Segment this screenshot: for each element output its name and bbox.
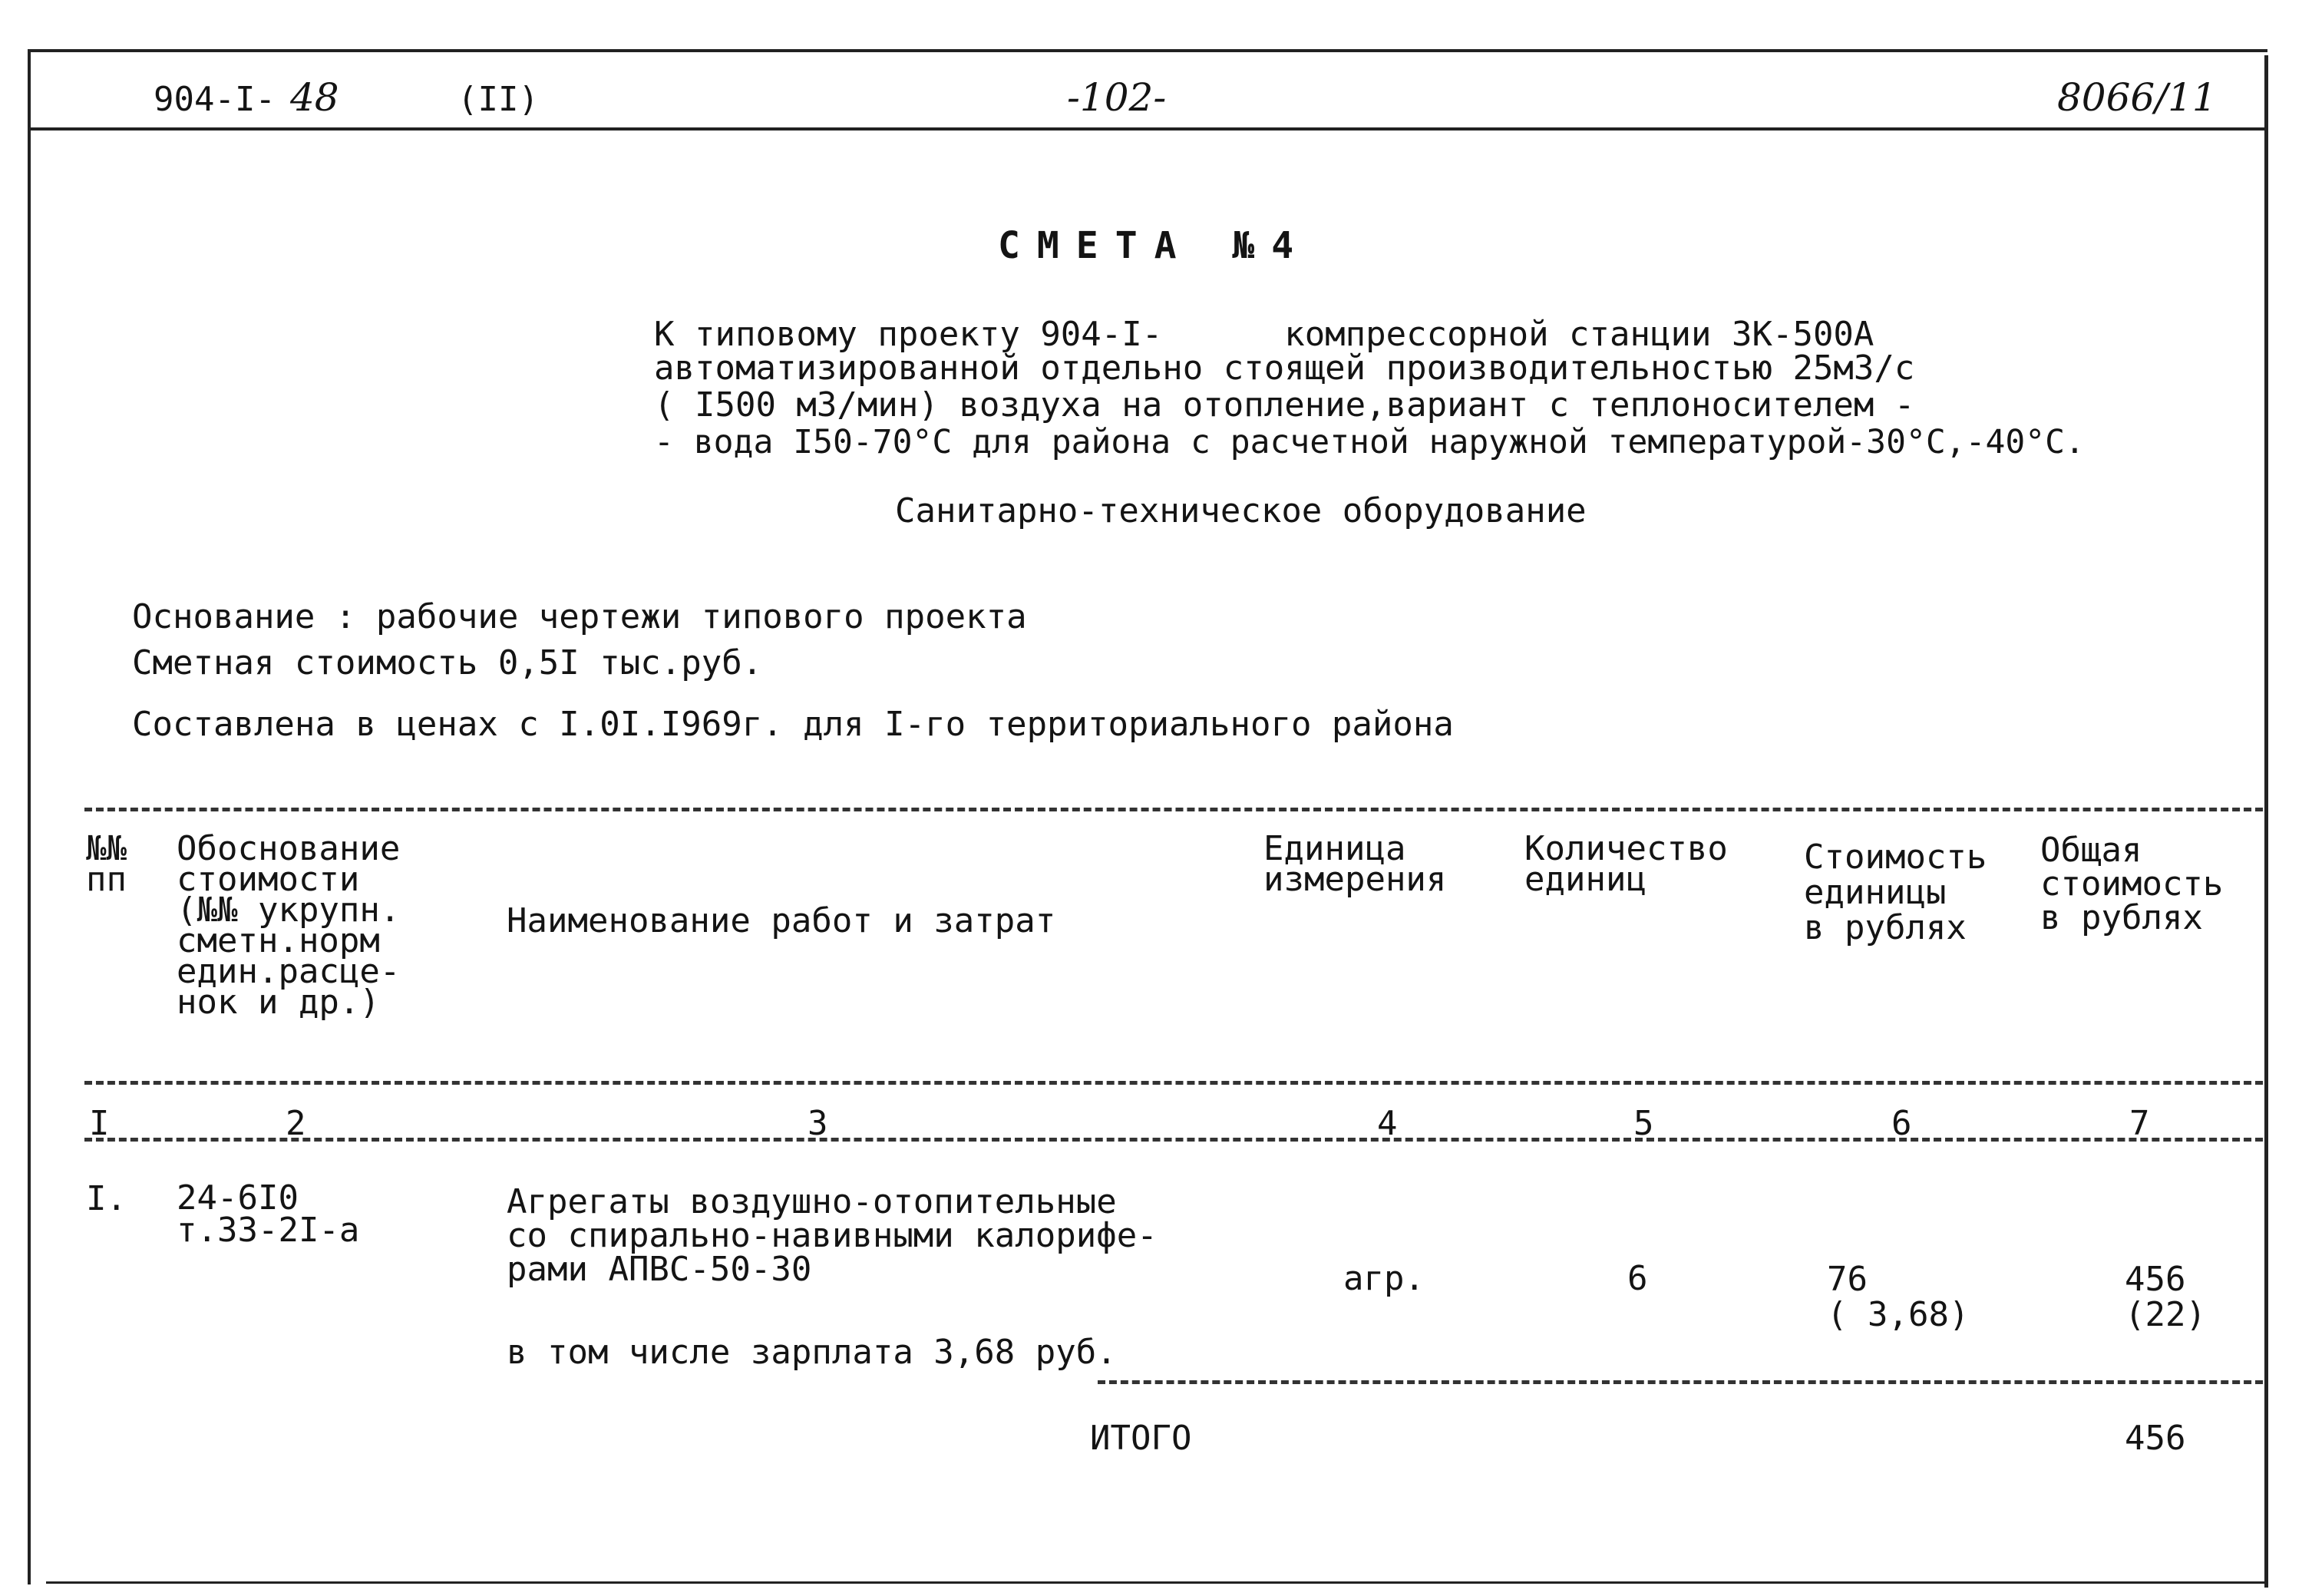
col-header-name: Наименование работ и затрат bbox=[507, 901, 1056, 940]
basis-line: Основание : рабочие чертежи типового проекта bbox=[132, 597, 1027, 636]
header-divider-line bbox=[28, 127, 2267, 131]
series-code-handwritten: 48 bbox=[290, 75, 339, 120]
column-number: 4 bbox=[1377, 1104, 1398, 1143]
row-unit-cost: 76 ( 3,68) bbox=[1827, 1260, 1970, 1334]
table-top-rule bbox=[84, 808, 2263, 811]
col-header-unit-cost: Стоимость единицы в рублях bbox=[1804, 838, 1987, 947]
col-header-quantity: Количество единиц bbox=[1524, 829, 1728, 899]
row-total-cost: 456 (22) bbox=[2125, 1260, 2206, 1334]
row-basis: 24-6I0 т.33-2I-а bbox=[177, 1178, 360, 1250]
prices-note-line: Составлена в ценах с I.0I.I969г. для I-го территориального района bbox=[132, 705, 1454, 744]
col-header-basis: Обоснование стоимости (№№ укрупн. сметн.норм един.расце- нок и др.) bbox=[177, 829, 401, 1022]
column-number: 3 bbox=[808, 1104, 828, 1143]
page-number: -102- bbox=[1067, 75, 1167, 120]
col-header-total-cost: Общая стоимость в рублях bbox=[2040, 831, 2224, 937]
col-header-no: №№ пп bbox=[86, 829, 127, 899]
frame-right-line bbox=[2264, 55, 2268, 1588]
inventory-number: 8066/11 bbox=[2057, 75, 2217, 120]
frame-bottom-line bbox=[46, 1581, 2267, 1584]
row-number: I. bbox=[86, 1179, 127, 1218]
section-title: Санитарно-техническое оборудование bbox=[895, 491, 1587, 530]
column-number: 6 bbox=[1891, 1104, 1912, 1143]
total-value: 456 bbox=[2125, 1419, 2186, 1458]
header-bottom-rule bbox=[84, 1081, 2263, 1085]
row-unit: агр. bbox=[1343, 1259, 1425, 1298]
column-number: 5 bbox=[1633, 1104, 1654, 1143]
estimated-cost-line: Сметная стоимость 0,5I тыс.руб. bbox=[132, 643, 763, 682]
col-header-unit: Единица измерения bbox=[1263, 829, 1447, 899]
frame-left-line bbox=[28, 52, 31, 1584]
column-number: 7 bbox=[2129, 1104, 2150, 1143]
subject-line-2: автоматизированной отдельно стоящей производительностью 25м3/с bbox=[654, 349, 1915, 388]
row-salary-note: в том числе зарплата 3,68 руб. bbox=[507, 1333, 1117, 1372]
subject-line-1: К типовому проекту 904-I- компрессорной станции 3К-500А bbox=[654, 315, 1874, 354]
total-rule bbox=[1098, 1380, 2263, 1384]
column-number-rule bbox=[84, 1138, 2263, 1142]
document-title: СМЕТА №4 bbox=[998, 224, 1311, 267]
sheet-part: (II) bbox=[457, 80, 539, 119]
row-quantity: 6 bbox=[1627, 1259, 1648, 1298]
series-code: 904-I- bbox=[154, 80, 276, 119]
subject-line-4: - вода I50-70°С для района с расчетной наружной температурой-30°С,-40°С. bbox=[654, 423, 2085, 461]
subject-line-3: ( I500 м3/мин) воздуха на отопление,вариант с теплоносителем - bbox=[654, 385, 1915, 425]
frame-top-line bbox=[28, 49, 2267, 52]
total-label: ИТОГО bbox=[1090, 1419, 1192, 1458]
row-name: Агрегаты воздушно-отопительные со спирально-навивными калорифе- рами АПВС-50-30 bbox=[507, 1182, 1158, 1289]
column-number: I bbox=[89, 1104, 110, 1143]
column-number: 2 bbox=[286, 1104, 306, 1143]
